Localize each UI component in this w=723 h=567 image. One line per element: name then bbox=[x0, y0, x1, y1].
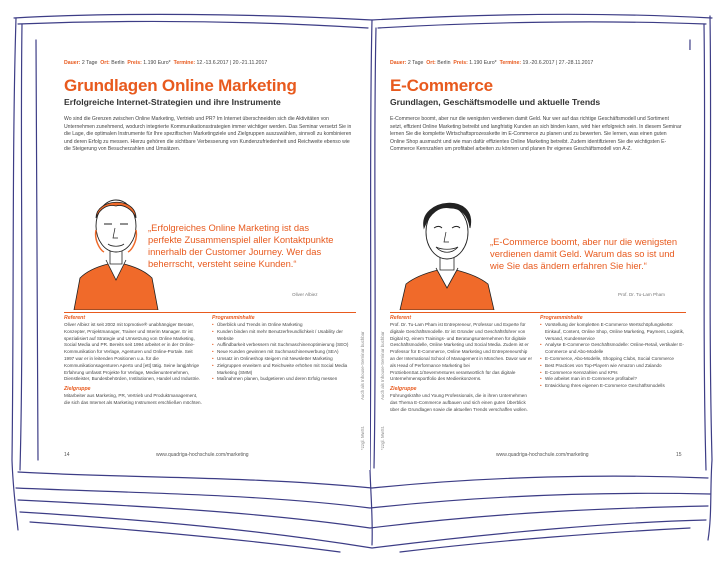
duration-label: Dauer: bbox=[64, 60, 81, 66]
speaker-quote: „Erfolgreiches Online Marketing ist das perfekte Zusammenspiel aller Kontaktpunkte innerhalb der Customer Journey. Wer das beherrscht, versteht seine Kunden.“ bbox=[148, 222, 334, 269]
page-subtitle: Grundlagen, Geschäftsmodelle und aktuelle Trends bbox=[390, 97, 601, 107]
program-item: • Kunden binden mit mehr Benutzerfreundlichkeit / Usability der Website bbox=[212, 329, 352, 343]
location-label: Ort: bbox=[426, 60, 436, 66]
program-item: • Neue Kunden gewinnen mit Suchmaschinenwerbung (SEA) bbox=[212, 349, 352, 356]
location-value: Berlin bbox=[437, 60, 451, 66]
duration-value: 2 Tage bbox=[407, 60, 424, 66]
vat-note: *zzgl. MwSt. bbox=[360, 425, 365, 450]
seminar-meta bbox=[64, 60, 267, 66]
intro-text: Wo sind die Grenzen zwischen Online Marketing, Vertrieb und PR? Im Internet überschneiden sich die Aktivitäten von Unternehmen zunehmend, wodurch integrierte Kommunikationsstrategien immer wichtiger werden. Das Seminar versetzt Sie in die Lage, die optimalen Instrumente für Ihre spezifischen Marketingziele und Zielgruppen auszuwählen, sinnvoll zu kombinieren und deren Erfolg zu messen. Hierzu gehören die sichtbare Verbesserung von Kundenzufriedenheit und Reichweite ebenso wie die Steigerung von Besucherzahlen und Umsätzen. bbox=[64, 116, 352, 153]
divider bbox=[390, 312, 686, 313]
program-column bbox=[212, 315, 352, 383]
price-value: 1.190 Euro* bbox=[469, 60, 497, 66]
intro-text: E-Commerce boomt, aber nur die wenigsten verdienen damit Geld. Nur wer auf das richtige Geschäftsmodell und Sortiment setzt, effizient Online Marketing betreibt und langfristig Kunden an sich binden kann, wird hier erfolgreich sein. In diesem Seminar lernen Sie die komplette Wirtschaftsprozesskette im E-Commerce zu planen und zu bewerten. Sie lernen, was einen guten Online Shop ausmacht und wie man dafür effizientes Online Marketing betreibt. Zudem identifizieren Sie die wichtigsten E-Commerce Kennzahlen um profitabel arbeiten zu können und planen Ihr eigenes Geschäftsmodell von A-Z. bbox=[390, 116, 682, 153]
program-item: • Auffindbarkeit verbessern mit Suchmaschinenoptimierung (SEO) bbox=[212, 342, 352, 349]
program-item: • Überblick und Trends im Online Marketing bbox=[212, 322, 352, 329]
program-item: • Zielgruppen erweitern und Reichweite erhöhen mit Social Media Marketing (SMM) bbox=[212, 363, 352, 377]
speaker-quote: „E-Commerce boomt, aber nur die wenigsten verdienen damit Geld. Warum das so ist und wie Sie das ändern erfahren Sie hier.“ bbox=[490, 236, 678, 271]
seminar-meta bbox=[390, 60, 593, 66]
speaker-text: Prof. Dr. Tu-Lam Pham ist Entrepreneur, Professor und Experte für digitale Geschäftsmodelle. Er ist Gründer und Geschäftsführer von Digital IQ, einem Trainings- und Beratungsunternehmen für digitale Geschäftsmodelle, Online Marketing und Social Media. Zudem ist er Professor für E-Commerce, Online Marketing und Entrepreneurship an der International School of Management in München. Davor war er als Head of Performance Marketing bei ProSiebenSat.1/SevenVentures verantwortlich für das digitale Unternehmensportfolio des Medienkonzerns. bbox=[390, 322, 532, 382]
program-item: • Maßnahmen planen, budgetieren und deren Erfolg messen bbox=[212, 376, 352, 383]
duration-label: Dauer: bbox=[390, 60, 407, 66]
target-heading: Zielgruppe bbox=[390, 386, 417, 393]
dates-value: 19.-20.6.2017 | 27.-28.11.2017 bbox=[522, 60, 594, 66]
program-list bbox=[540, 322, 686, 390]
location-value: Berlin bbox=[111, 60, 125, 66]
dates-value: 12.-13.6.2017 | 20.-21.11.2017 bbox=[196, 60, 268, 66]
speaker-portrait-right bbox=[394, 184, 500, 310]
program-heading: Programminhalte bbox=[212, 315, 255, 321]
footer-url: www.quadriga-hochschule.com/marketing bbox=[156, 452, 249, 458]
program-item: • Entwicklung Ihres eigenen E-Commerce Geschäftsmodells bbox=[540, 383, 686, 390]
quote-author: Oliver Albiez bbox=[292, 292, 318, 297]
dates-label: Termine: bbox=[173, 60, 196, 66]
program-item: • Wie arbeitet man im E-Commerce profitabel? bbox=[540, 376, 686, 383]
quote-author: Prof. Dr. Tu-Lam Pham bbox=[618, 292, 665, 297]
price-value: 1.190 Euro* bbox=[143, 60, 171, 66]
inhouse-note: Auch als Inhouse-Seminar buchbar bbox=[360, 331, 365, 400]
vat-note: *zzgl. MwSt. bbox=[380, 425, 385, 450]
page-subtitle: Erfolgreiche Internet-Strategien und ihre Instrumente bbox=[64, 97, 281, 107]
program-item: • Best Practices von Top-Playern wie Amazon und Zalando bbox=[540, 363, 686, 370]
program-list bbox=[212, 322, 352, 383]
program-item: • E-Commerce, Abo-Modelle, Shopping Clubs, Social Commerce bbox=[540, 356, 686, 363]
duration-value: 2 Tage bbox=[81, 60, 98, 66]
footer-url: www.quadriga-hochschule.com/marketing bbox=[496, 452, 589, 458]
program-item: • Analyse E-Commerce Geschäftsmodelle: Online-Retail, vertikaler E-Commerce und Abo-Modelle bbox=[540, 342, 686, 356]
page-number: 15 bbox=[676, 452, 682, 458]
left-page bbox=[52, 50, 370, 470]
page-number: 14 bbox=[64, 452, 70, 458]
speaker-column bbox=[390, 315, 532, 417]
page-title: E-Commerce bbox=[390, 76, 493, 95]
speaker-heading: Referent bbox=[64, 315, 86, 321]
program-item: • Umsatz im Onlineshop steigern mit Newsletter Marketing bbox=[212, 356, 352, 363]
program-item: • Vorstellung der kompletten E-Commerce Wertschöpfungskette: Einkauf, Content, Online Shop, Online Marketing, Payment, Logistik, Versand, Kundenservice bbox=[540, 322, 686, 342]
inhouse-note: Auch als Inhouse-Seminar buchbar bbox=[380, 331, 385, 400]
program-column bbox=[540, 315, 686, 390]
speaker-text: Oliver Albiez ist seit 2002 mit topmotive® unabhängiger Berater, Konzepter, Projektmanager, Trainer und Interim Manager. Er ist spezialisiert auf Strategie und Umsetzung von Online Marketing, Social Media und PR. Bereits seit 1994 arbeitet er in der Online-Kommunikation für Verlage, Agenturen und Online-Portale. Seit 1997 war er in leitenden Positionen u.a. für die Kommunikationsagenturen Aperto und [ett] tätig. Seine langjährige Erfahrung umfasst Projekte für Verlage, Medienunternehmen, Dienstleister, Bundesbehörden, Institutionen, Handel und Industrie. bbox=[64, 322, 201, 382]
target-text: Führungskräfte und Young Professionals, die in ihren Unternehmen das Thema E-Commerce aufbauen und sich einen guten Überblick über die Grundlagen sowie die aktuellen Trends verschaffen wollen. bbox=[390, 393, 528, 412]
price-label: Preis: bbox=[453, 60, 468, 66]
location-label: Ort: bbox=[100, 60, 110, 66]
price-label: Preis: bbox=[127, 60, 142, 66]
program-heading: Programminhalte bbox=[540, 315, 583, 321]
page-title: Grundlagen Online Marketing bbox=[64, 76, 297, 95]
target-heading: Zielgruppe bbox=[64, 386, 91, 393]
target-text: Mitarbeiter aus Marketing, PR, Vertrieb und Produktmanagement, die sich das Internet als Marketing Instrument erschließen möchten. bbox=[64, 393, 202, 405]
right-page bbox=[378, 50, 698, 470]
speaker-heading: Referent bbox=[390, 315, 412, 321]
dates-label: Termine: bbox=[499, 60, 522, 66]
program-item: • E-Commerce Kennzahlen und KPIs bbox=[540, 370, 686, 377]
speaker-column bbox=[64, 315, 204, 410]
divider bbox=[64, 312, 356, 313]
